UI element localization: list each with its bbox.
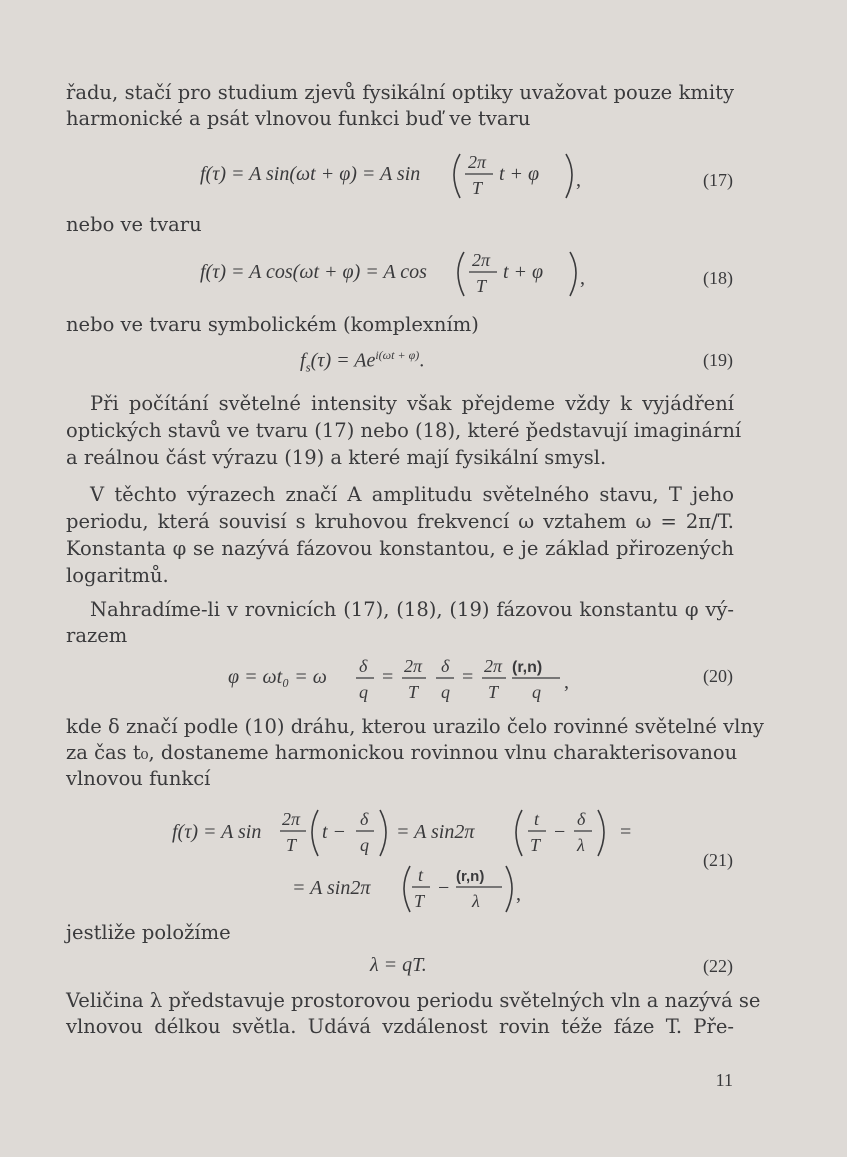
eq21-paren3-close bbox=[506, 866, 512, 912]
equation-number-19: (19) bbox=[703, 350, 733, 370]
eq20-f2d: T bbox=[408, 682, 419, 702]
equation-18 bbox=[200, 238, 620, 302]
eq18-den: T bbox=[476, 276, 487, 296]
eq21-e-den: T bbox=[414, 891, 425, 911]
page-number: 11 bbox=[715, 1070, 733, 1090]
eq18-lhs: f(τ) = A cos(ωt + φ) = A cos bbox=[200, 261, 427, 283]
eq21-d-den: λ bbox=[577, 835, 585, 855]
eq21-paren3-open bbox=[404, 866, 410, 912]
eq20-eq1: = bbox=[382, 666, 394, 688]
eq17-open-paren bbox=[454, 154, 460, 198]
eq21-f-den: λ bbox=[472, 891, 480, 911]
eq18-num: 2π bbox=[472, 250, 491, 270]
equation-20 bbox=[228, 650, 608, 706]
eq20-f4d: T bbox=[488, 682, 499, 702]
eq21-l1: f(τ) = A sin bbox=[172, 821, 262, 843]
equation-19 bbox=[300, 348, 424, 376]
eq21-mid: = A sin2π bbox=[396, 821, 475, 843]
eq17-den: T bbox=[472, 178, 483, 198]
text-line: Veličina λ představuje prostorovou periodu světelných vln a nazývá se bbox=[66, 989, 761, 1012]
eq21-paren2-open bbox=[516, 810, 522, 856]
eq17-lhs: f(τ) = A sin(ωt + φ) = A sin bbox=[200, 163, 421, 185]
eq21-minus: − bbox=[554, 821, 566, 843]
eq20-f4n: 2π bbox=[484, 656, 503, 676]
eq19-sup: i(ωt + φ) bbox=[375, 348, 420, 362]
eq20-f1d: q bbox=[359, 682, 368, 702]
eq21-paren2-close bbox=[598, 810, 604, 856]
text-line: V těchto výrazech značí A amplitudu světelného stavu, T jeho bbox=[90, 483, 734, 506]
eq19-lhs: f bbox=[300, 349, 306, 372]
eq21-c-num: t bbox=[534, 809, 540, 829]
text-line: razem bbox=[66, 624, 128, 647]
eq21-b-den: q bbox=[360, 835, 369, 855]
equation-22: λ = qT. bbox=[370, 954, 427, 976]
eq21-paren1-close bbox=[380, 810, 386, 856]
equation-number-20: (20) bbox=[703, 666, 733, 686]
eq20-lhs: φ = ωt₀ = ω bbox=[228, 666, 327, 688]
text-line: Nahradíme-li v rovnicích (17), (18), (19) fázovou konstantu φ vý- bbox=[90, 598, 734, 621]
eq20-f5n: (r,n) bbox=[512, 659, 543, 676]
eq21-trail: = bbox=[620, 821, 632, 843]
eq21-end2: , bbox=[516, 883, 521, 905]
eq17-tail: t + φ bbox=[499, 163, 540, 185]
eq18-tail: t + φ bbox=[503, 261, 544, 283]
text-line: jestliže položíme bbox=[66, 921, 231, 944]
eq21-minus-2: − bbox=[438, 877, 450, 899]
equation-17 bbox=[200, 140, 620, 204]
eq21-e-num: t bbox=[418, 865, 424, 885]
eq19-sub: s bbox=[305, 359, 311, 375]
eq21-a-num: 2π bbox=[282, 809, 301, 829]
eq18-open-paren bbox=[458, 252, 464, 296]
text-line: harmonické a psát vlnovou funkci buď ve tvaru bbox=[66, 107, 531, 130]
text-line: vlnovou délkou světla. Udává vzdálenost rovin téže fáze T. Pře- bbox=[66, 1015, 734, 1038]
text-line: logaritmů. bbox=[66, 564, 169, 587]
text-line: vlnovou funkcí bbox=[66, 767, 211, 790]
eq20-end: , bbox=[564, 671, 569, 693]
eq21-b-pre: t − bbox=[322, 821, 347, 843]
eq21-paren1-open bbox=[312, 810, 318, 856]
text-line: za čas t₀, dostaneme harmonickou rovinnou vlnu charakterisovanou bbox=[66, 741, 738, 764]
eq20-f3n: δ bbox=[441, 656, 450, 676]
text-line: periodu, která souvisí s kruhovou frekvencí ω vztahem ω = 2π/T. bbox=[66, 510, 734, 533]
text-line: nebo ve tvaru symbolickém (komplexním) bbox=[66, 313, 479, 336]
text-line: řadu, stačí pro studium zjevů fysikální optiky uvažovat pouze kmity bbox=[66, 81, 734, 104]
eq21-l2: = A sin2π bbox=[292, 877, 371, 899]
equation-number-21: (21) bbox=[703, 850, 733, 870]
eq21-c-den: T bbox=[530, 835, 541, 855]
text-line: Při počítání světelné intensity však přejdeme vždy k vyjádření bbox=[90, 392, 734, 415]
text-line: nebo ve tvaru bbox=[66, 213, 202, 236]
eq20-f3d: q bbox=[441, 682, 450, 702]
eq21-a-den: T bbox=[286, 835, 297, 855]
eq21-d-num: δ bbox=[577, 809, 586, 829]
eq20-f1n: δ bbox=[359, 656, 368, 676]
eq18-close-paren bbox=[570, 252, 576, 296]
eq17-close-paren bbox=[566, 154, 572, 198]
eq21-b-num: δ bbox=[360, 809, 369, 829]
eq17-end: , bbox=[576, 169, 581, 191]
text-line: a reálnou část výrazu (19) a které mají fysikální smysl. bbox=[66, 446, 607, 469]
eq20-f5d: q bbox=[532, 682, 541, 702]
equation-number-17: (17) bbox=[703, 170, 733, 190]
text-line: kde δ značí podle (10) dráhu, kterou urazilo čelo rovinné světelné vlny bbox=[66, 715, 764, 738]
eq20-eq2: = bbox=[462, 666, 474, 688]
eq19-mid: (τ) = Ae bbox=[310, 349, 376, 372]
eq17-num: 2π bbox=[468, 152, 487, 172]
eq18-end: , bbox=[580, 267, 585, 289]
equation-number-18: (18) bbox=[703, 268, 733, 288]
eq19-end: . bbox=[419, 349, 425, 372]
equation-number-22: (22) bbox=[703, 956, 733, 976]
equation-21 bbox=[172, 798, 652, 916]
eq20-f2n: 2π bbox=[404, 656, 423, 676]
text-line: Konstanta φ se nazývá fázovou konstantou, e je základ přirozených bbox=[66, 537, 734, 560]
eq21-f-num: (r,n) bbox=[456, 868, 485, 885]
text-line: optických stavů ve tvaru (17) nebo (18), které p̌edstavují imaginární bbox=[66, 419, 742, 442]
